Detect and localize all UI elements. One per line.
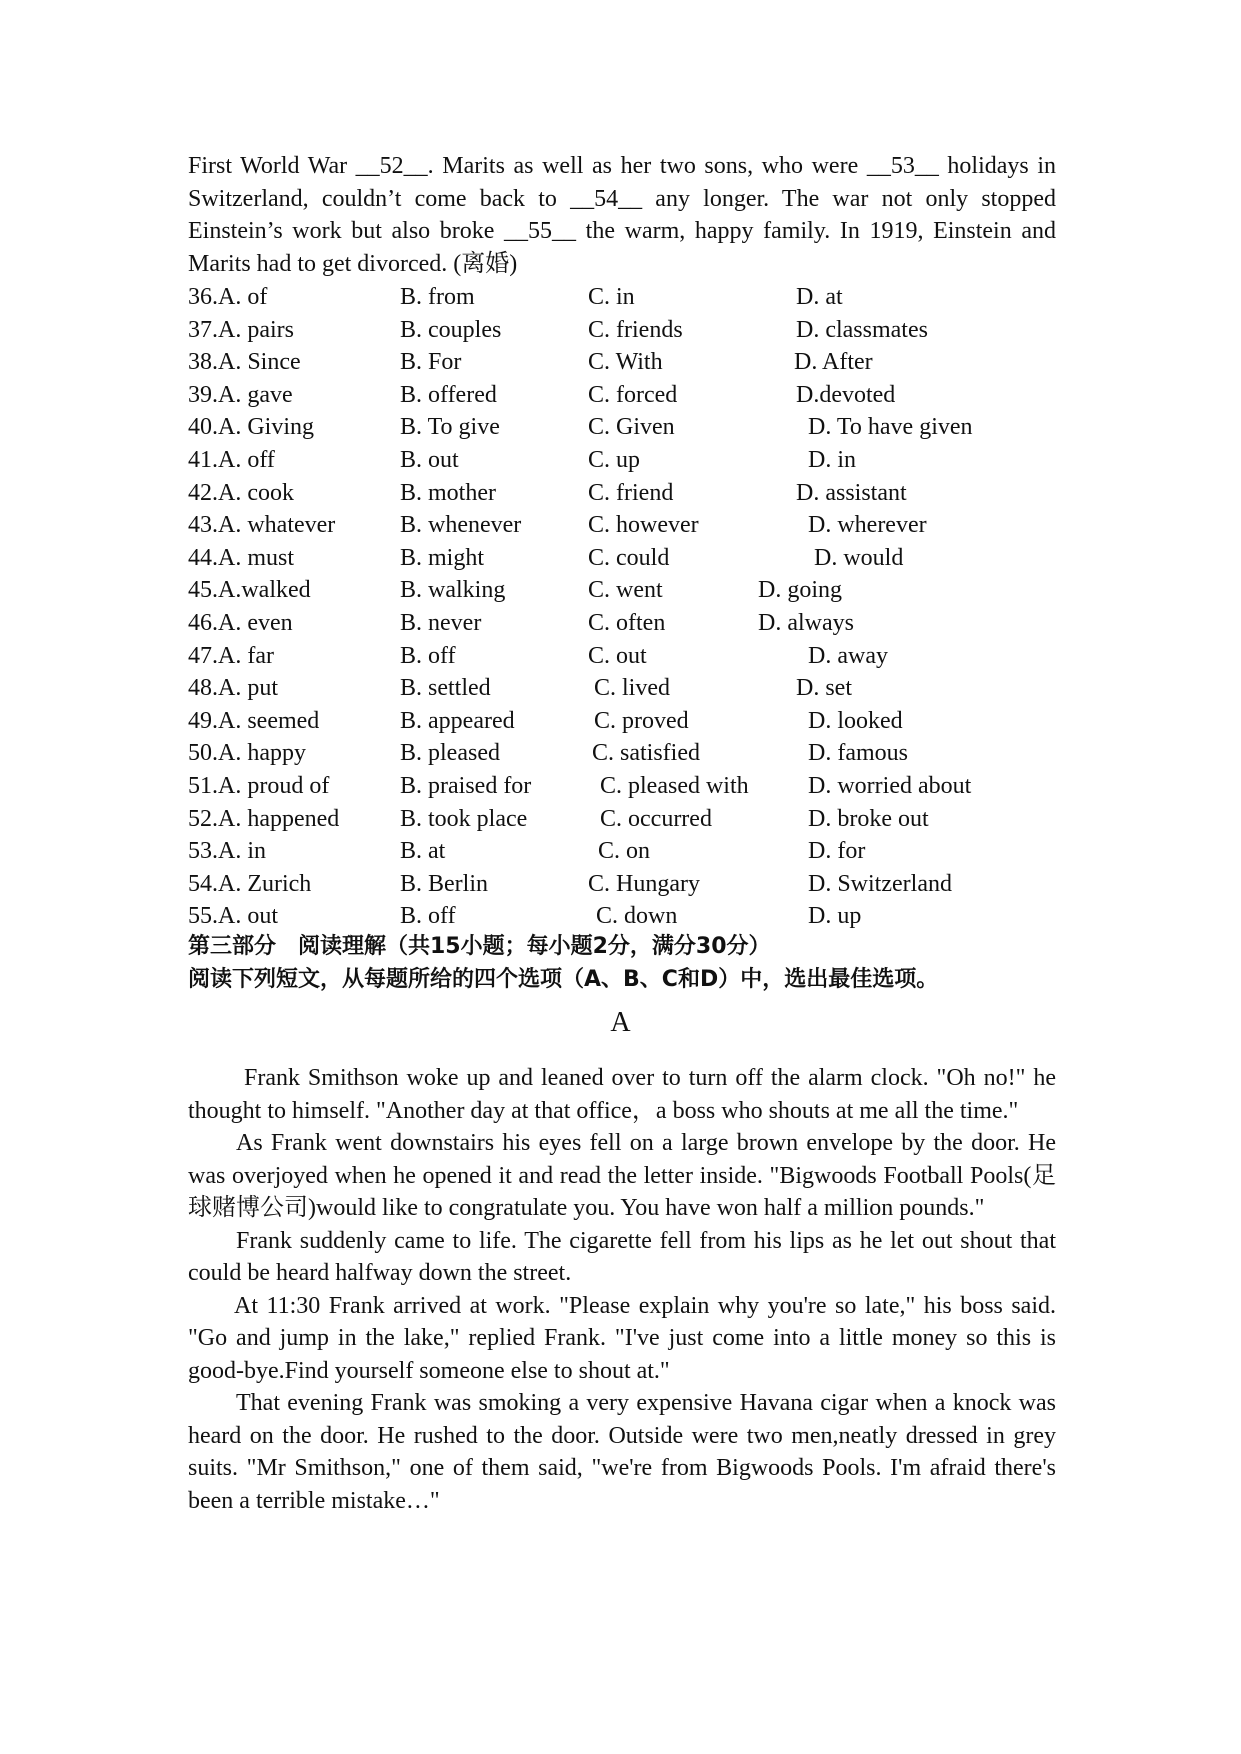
option-a: 43.A. whatever [188,512,336,539]
option-d: D. famous [808,740,908,767]
question-row [188,346,1068,379]
option-c: C. on [598,838,651,865]
paragraph: Frank Smithson woke up and leaned over to turn off the alarm clock. "Oh no!" he thought to himself. "Another day at that office，a boss who shouts at me all the time." [188,1065,1056,1124]
question-row [188,509,1068,542]
question-row [188,574,1068,607]
paragraph: As Frank went downstairs his eyes fell on a large brown envelope by the door. He was overjoyed when he opened it and read the letter inside. "Bigwoods Football Pools(足球赌博公司)would like to congratulate you. You have won half a million pounds." [188,1130,1056,1221]
option-b: B. never [400,609,482,636]
option-b: B. pleased [400,740,500,767]
option-a: 55.A. out [188,903,278,930]
option-b: B. at [400,838,446,865]
question-row [188,607,1068,640]
question-row [188,900,1068,933]
option-d: D. Switzerland [808,870,952,897]
option-c: C. With [588,349,663,376]
option-d: D. for [808,838,866,865]
question-row [188,868,1068,901]
option-a: 50.A. happy [188,740,306,767]
option-a: 41.A. off [188,446,275,473]
paragraph: That evening Frank was smoking a very expensive Havana cigar when a knock was heard on the door. He rushed to the door. Outside were two men,neatly dressed in grey suits. "Mr Smithson," one of them said, "we're from Bigwoods Pools. I'm afraid there's been a terrible mistake…" [188,1390,1056,1514]
option-b: B. offered [400,381,497,408]
option-b: B. To give [400,414,500,441]
question-row [188,542,1068,575]
option-c: C. friends [588,316,683,343]
option-c: C. in [588,284,635,310]
option-c: C. up [588,446,641,473]
option-a: 40.A. Giving [188,414,314,441]
option-d: D. always [758,609,854,636]
option-d: D. To have given [808,414,973,441]
option-c: C. occurred [600,805,712,832]
option-c: C. Given [588,414,675,441]
question-row [188,444,1068,477]
cloze-passage-ending: First World War __52__. Marits as well as her two sons, who were __53__ holidays in Switzerland, couldn’t come back to __54__ any longer. The war not only stopped Einstein’s work but also broke __55__ the warm, happy family. In 1919, Einstein and Marits had to get divorced. (离婚) [188,153,1056,277]
option-b: B. out [400,446,459,473]
option-b: B. mother [400,479,496,506]
option-b: B. off [400,642,456,669]
paragraph: At 11:30 Frank arrived at work. "Please explain why you're so late," his boss said. "Go and jump in the lake," replied Frank. "I've just come into a little money so this is good-bye.Find yourself someone else to shout at." [188,1292,1056,1384]
question-row [188,379,1068,412]
option-d: D. wherever [808,512,927,539]
option-b: B. walking [400,577,506,604]
option-c: C. often [588,609,666,636]
option-d: D. going [758,577,842,604]
option-a: 54.A. Zurich [188,870,312,897]
question-row [188,803,1068,836]
option-c: C. lived [594,675,670,702]
question-row [188,705,1068,738]
question-row [188,672,1068,705]
option-c: C. went [588,577,663,604]
option-a: 45.A.walked [188,577,311,604]
option-a: 37.A. pairs [188,316,294,343]
question-row [188,477,1068,510]
cloze-options-list [188,281,1068,933]
option-c: C. friend [588,479,674,506]
paragraph: Frank suddenly came to life. The cigarette fell from his lips as he let out shout that could be heard halfway down the street. [188,1227,1056,1286]
reading-passage-a [188,1062,1056,1517]
section-heading: 第三部分 阅读理解（共15小题；每小题2分，满分30分） [188,934,771,959]
option-c: C. down [596,903,678,930]
passage-letter: A [610,1007,631,1038]
option-a: 39.A. gave [188,381,293,408]
option-b: B. appeared [400,707,515,734]
option-a: 42.A. cook [188,479,294,506]
option-b: B. praised for [400,772,532,799]
option-d: D. would [814,544,904,571]
option-d: D. away [808,642,888,669]
option-a: 48.A. put [188,675,278,702]
reading-section-header [188,930,1068,996]
option-d: D. at [796,284,843,310]
question-row [188,835,1068,868]
option-a: 36.A. of [188,284,268,310]
option-c: C. could [588,544,670,571]
option-a: 52.A. happened [188,805,340,832]
option-d: D. worried about [808,772,972,799]
question-row [188,314,1068,347]
option-d: D. After [794,349,873,376]
option-b: B. Berlin [400,870,488,897]
section-instruction: 阅读下列短文，从每题所给的四个选项（A、B、C和D）中，选出最佳选项。 [188,967,939,992]
option-c: C. however [588,512,699,539]
option-d: D. assistant [796,479,907,506]
option-b: B. took place [400,805,528,832]
option-b: B. couples [400,316,502,343]
option-d: D. in [808,446,856,473]
option-c: C. forced [588,381,678,408]
option-a: 51.A. proud of [188,772,330,799]
option-a: 49.A. seemed [188,707,320,734]
option-c: C. Hungary [588,870,700,897]
option-b: B. whenever [400,512,522,539]
option-b: B. off [400,903,456,930]
option-d: D. up [808,903,862,930]
option-d: D. classmates [796,316,928,343]
option-d: D. broke out [808,805,929,832]
option-c: C. pleased with [600,772,749,799]
option-b: B. For [400,349,462,376]
option-d: D.devoted [796,381,896,408]
option-a: 38.A. Since [188,349,301,376]
question-row [188,737,1068,770]
option-d: D. looked [808,707,903,734]
option-a: 53.A. in [188,838,266,865]
option-a: 47.A. far [188,642,274,669]
question-row [188,770,1068,803]
option-b: B. from [400,284,475,310]
option-c: C. proved [594,707,689,734]
option-d: D. set [796,675,852,702]
question-row [188,640,1068,673]
option-c: C. out [588,642,647,669]
option-c: C. satisfied [592,740,700,767]
option-b: B. might [400,544,485,571]
question-row [188,411,1068,444]
option-a: 44.A. must [188,544,295,571]
question-row [188,281,1068,314]
option-b: B. settled [400,675,491,702]
option-a: 46.A. even [188,609,293,636]
